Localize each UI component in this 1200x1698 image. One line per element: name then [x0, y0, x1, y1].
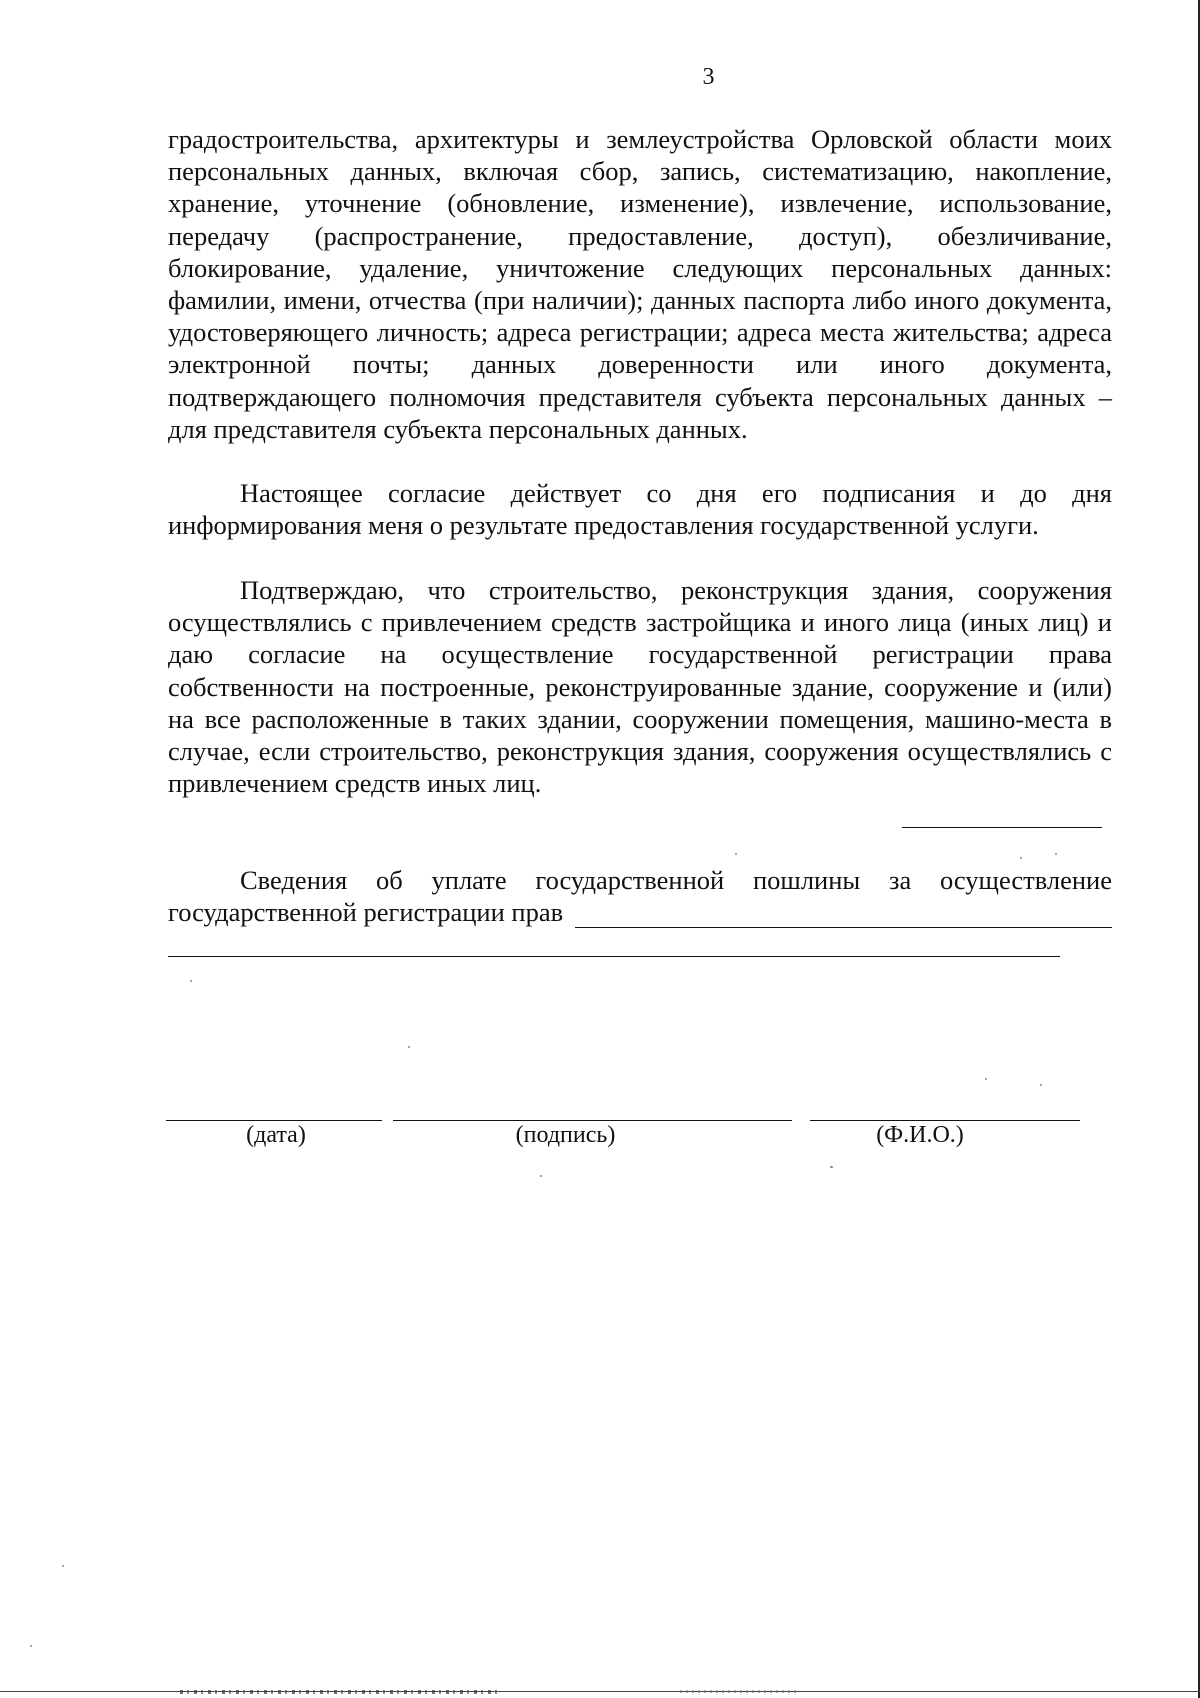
fee-line-2-text: государственной регистрации прав [168, 897, 564, 928]
fee-section [168, 864, 1112, 928]
scan-speck [540, 1175, 542, 1177]
fee-line-1: Сведения об уплате государственной пошлины за осуществление [240, 865, 1112, 895]
scan-speck [830, 1166, 833, 1168]
scan-noise [680, 1690, 800, 1693]
paragraph-personal-data [168, 123, 1112, 445]
page-number-text: 3 [702, 64, 715, 90]
signature-blank-line [393, 1120, 792, 1121]
scan-speck [408, 1046, 410, 1048]
paragraph-personal-data-text: градостроительства, архитектуры и землеустройства Орловской области моих персональных данных, включая сбор, запись, систематизацию, накопление, хранение, уточнение (обновление, изменение), извлечение, использование, передачу (распространение, предоставление, доступ), обезличивание, блокирование, удаление, уничтожение следующих персональных данных: фамилии, имени, отчества (при наличии); данных паспорта либо иного документа, удостоверяющего личность; адреса регистрации; адреса места жительства; адреса электронной почты; данных доверенности или иного документа, подтверждающего полномочия представителя субъекта персональных данных – для представителя субъекта персональных данных. [168, 124, 1112, 444]
scan-speck [985, 1078, 987, 1080]
initials-blank-line [902, 827, 1102, 828]
fio-caption: (Ф.И.О.) [876, 1122, 964, 1148]
paragraph-registration-consent [168, 574, 1112, 799]
page-number [0, 64, 1200, 91]
scan-speck [1055, 853, 1057, 855]
scan-speck [190, 980, 192, 982]
fee-details-blank [575, 903, 1112, 928]
fio-blank-line [810, 1120, 1080, 1121]
paragraph-consent-validity-text: Настоящее согласие действует со дня его подписания и до дня информирования меня о результате предоставления государственной услуги. [168, 478, 1112, 541]
date-blank-line [166, 1120, 382, 1121]
fee-details-blank-line-2 [168, 956, 1060, 957]
scan-speck [62, 1565, 64, 1567]
scan-speck [1040, 1084, 1042, 1086]
scan-speck [735, 853, 737, 855]
scan-speck [1020, 857, 1022, 859]
paragraph-consent-validity [168, 477, 1112, 541]
fee-line-2 [168, 896, 1112, 928]
scan-noise [180, 1690, 500, 1694]
paragraph-registration-consent-text: Подтверждаю, что строительство, реконструкция здания, сооружения осуществлялись с привлечением средств застройщика и иного лица (иных лиц) и даю согласие на осуществление государственной регистрации права собственности на построенные, реконструированные здание, сооружение и (или) на все расположенные в таких здании, сооружении помещения, машино-места в случае, если строительство, реконструкция здания, сооружения осуществлялись с привлечением средств иных лиц. [168, 575, 1112, 799]
date-caption: (дата) [246, 1122, 306, 1148]
scan-speck [30, 1645, 32, 1647]
signature-caption: (подпись) [515, 1122, 616, 1148]
